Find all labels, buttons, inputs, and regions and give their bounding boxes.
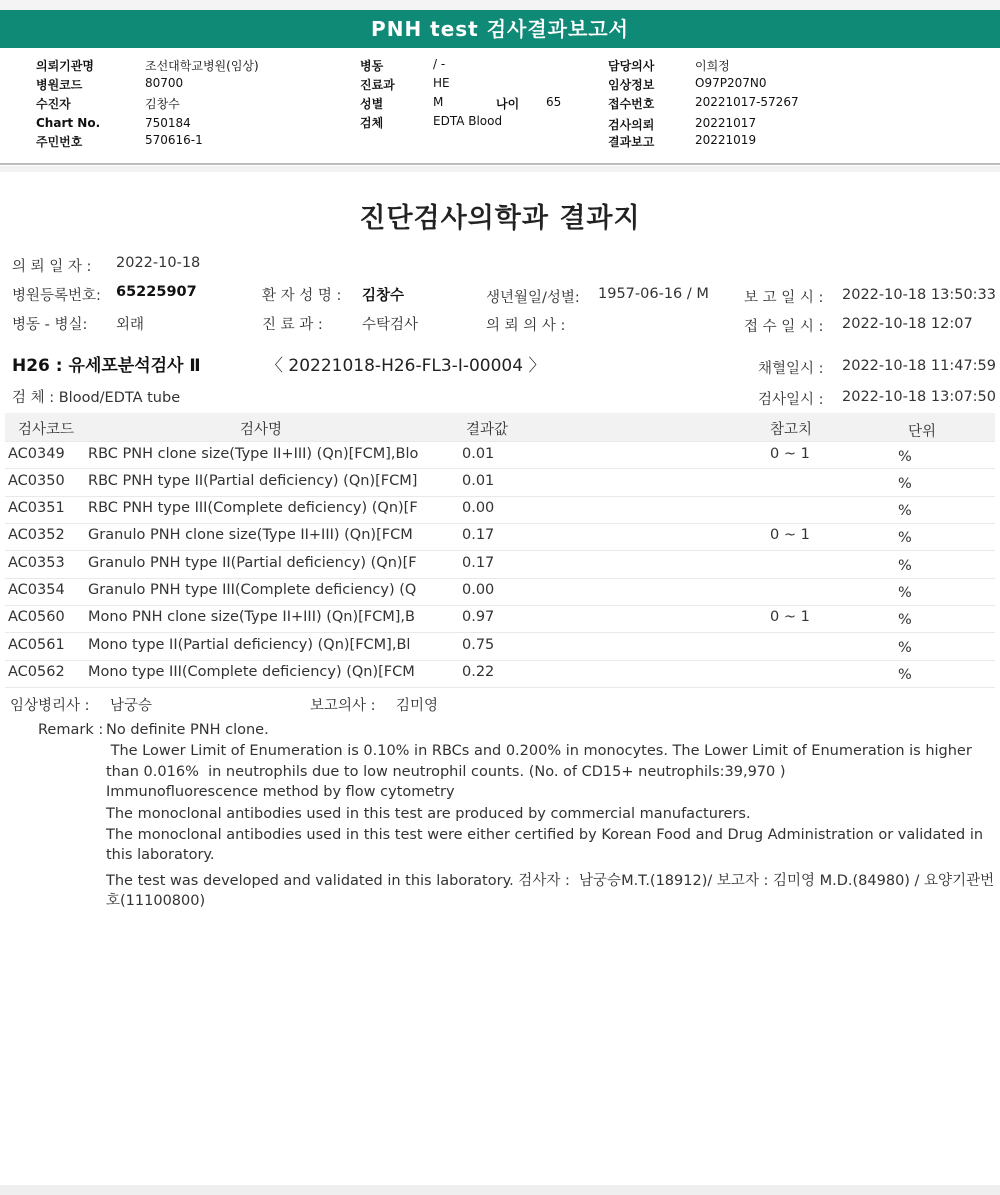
header-value: 이희정 [695, 59, 730, 73]
cell-test-name: Mono type III(Complete deficiency) (Qn)[FCM [88, 664, 415, 680]
reg-no-label: 병원등록번호: [12, 288, 101, 304]
remark-line: The test was developed and validated in this laboratory. 검사자 : 남궁승M.T.(18912)/ 보고자 : 김미영 M.D.(84980) / 요양기관번 [106, 873, 995, 889]
cell-result: 0.01 [462, 446, 495, 462]
cell-unit: % [898, 640, 912, 656]
header-label: 검사의뢰 [608, 118, 655, 132]
dept-value: 수탁검사 [362, 317, 419, 333]
cell-reference: 0 ~ 1 [770, 446, 810, 462]
remark-line: The monoclonal antibodies used in this test are produced by commercial manufacturers. [106, 806, 751, 822]
header-label: 결과보고 [608, 135, 655, 149]
header-value: 570616-1 [145, 133, 203, 147]
receive-time-value: 2022-10-18 12:07 [842, 316, 973, 332]
header-value: 750184 [145, 116, 191, 130]
header-divider [0, 163, 1000, 165]
row-divider [5, 468, 995, 469]
patient-label: 환 자 성 명 : [262, 288, 342, 304]
header-label: 담당의사 [608, 59, 655, 73]
row-divider [5, 687, 995, 688]
cell-test-name: RBC PNH type III(Complete deficiency) (Qn)[F [88, 500, 418, 516]
collect-time-value: 2022-10-18 11:47:59 [842, 358, 996, 374]
cell-result: 0.00 [462, 582, 495, 598]
cell-test-name: Granulo PNH clone size(Type II+III) (Qn)[FCM [88, 527, 413, 543]
row-divider [5, 632, 995, 633]
header-label: 성별 [360, 97, 384, 111]
header-value: O97P207N0 [695, 76, 767, 90]
header-label: 진료과 [360, 78, 395, 92]
doctor-label: 의 뢰 의 사 : [486, 318, 566, 334]
row-divider [5, 660, 995, 661]
remark-line: The monoclonal antibodies used in this test were either certified by Korean Food and Drug Administration or validated in [106, 827, 984, 843]
cell-code: AC0349 [8, 446, 65, 462]
header-label: 의뢰기관명 [36, 59, 94, 73]
cell-unit: % [898, 503, 912, 519]
signing-doctor-label: 보고의사 : [310, 698, 376, 714]
test-code-title: H26 : 유세포분석검사 Ⅱ [12, 356, 201, 376]
specimen: 검 체 : Blood/EDTA tube [12, 390, 181, 406]
birth-value: 1957-06-16 / M [598, 286, 709, 302]
cell-reference: 0 ~ 1 [770, 609, 810, 625]
patient-value: 김창수 [362, 288, 405, 304]
age-value: 65 [546, 95, 562, 109]
col-header-name: 검사명 [240, 422, 283, 438]
cell-result: 0.97 [462, 609, 495, 625]
remark-label: Remark : [38, 722, 104, 738]
cell-unit: % [898, 585, 912, 601]
cell-unit: % [898, 530, 912, 546]
report-time-value: 2022-10-18 13:50:33 [842, 287, 996, 303]
top-shade [0, 0, 1000, 10]
header-label: 주민번호 [36, 135, 83, 149]
cell-result: 0.17 [462, 527, 495, 543]
request-date-value: 2022-10-18 [116, 255, 201, 271]
cell-unit: % [898, 449, 912, 465]
header-label: 수진자 [36, 97, 71, 111]
header-value: / - [433, 57, 446, 71]
tech-label: 임상병리사 : [10, 698, 90, 714]
row-divider [5, 441, 995, 442]
col-header-unit: 단위 [908, 424, 937, 440]
row-divider [5, 550, 995, 551]
cell-unit: % [898, 476, 912, 492]
signing-doctor-value: 김미영 [396, 698, 439, 714]
cell-code: AC0562 [8, 664, 65, 680]
col-header-code: 검사코드 [18, 422, 75, 438]
header-shadow [0, 166, 1000, 172]
cell-code: AC0561 [8, 637, 65, 653]
bottom-strip [0, 1185, 1000, 1195]
tech-value: 남궁승 [110, 698, 153, 714]
header-label: 병원코드 [36, 78, 83, 92]
receive-time-label: 접 수 일 시 : [744, 319, 824, 335]
cell-result: 0.01 [462, 473, 495, 489]
remark-line: No definite PNH clone. [106, 722, 269, 738]
header-value: 김창수 [145, 97, 180, 111]
header-value: EDTA Blood [433, 114, 503, 128]
header-value: HE [433, 76, 450, 90]
cell-test-name: Mono type II(Partial deficiency) (Qn)[FCM],Bl [88, 637, 411, 653]
header-value: 조선대학교병원(임상) [145, 59, 259, 73]
collect-time-label: 채혈일시 : [758, 361, 824, 377]
row-divider [5, 578, 995, 579]
ward-label: 병동 - 병실: [12, 317, 88, 333]
reg-no-value: 65225907 [116, 284, 197, 300]
header-value: 20221019 [695, 133, 757, 147]
cell-result: 0.00 [462, 500, 495, 516]
remark-line: The Lower Limit of Enumeration is 0.10% in RBCs and 0.200% in monocytes. The Lower Limit of Enumeration is higher [106, 743, 972, 759]
row-divider [5, 605, 995, 606]
cell-code: AC0351 [8, 500, 65, 516]
header-value: M [433, 95, 444, 109]
header-value: 20221017 [695, 116, 757, 130]
cell-code: AC0352 [8, 527, 65, 543]
header-label: 접수번호 [608, 97, 655, 111]
test-id: 〈 20221018-H26-FL3-I-00004 〉 [266, 356, 546, 376]
header-label: 병동 [360, 59, 384, 73]
cell-test-name: Granulo PNH type III(Complete deficiency) (Q [88, 582, 417, 598]
cell-test-name: RBC PNH clone size(Type II+III) (Qn)[FCM],Blo [88, 446, 418, 462]
cell-code: AC0354 [8, 582, 65, 598]
cell-unit: % [898, 558, 912, 574]
row-divider [5, 496, 995, 497]
cell-test-name: RBC PNH type II(Partial deficiency) (Qn)[FCM] [88, 473, 418, 489]
remark-line: Immunofluorescence method by flow cytometry [106, 784, 455, 800]
cell-test-name: Mono PNH clone size(Type II+III) (Qn)[FCM],B [88, 609, 415, 625]
exam-time-label: 검사일시 : [758, 392, 824, 408]
report-time-label: 보 고 일 시 : [744, 290, 824, 306]
header-value: 20221017-57267 [695, 95, 799, 109]
report-banner-title: PNH test 검사결과보고서 [0, 10, 1000, 48]
remark-line: this laboratory. [106, 847, 215, 863]
cell-result: 0.22 [462, 664, 495, 680]
cell-unit: % [898, 667, 912, 683]
header-value: 80700 [145, 76, 184, 90]
report-title: 진단검사의학과 결과지 [359, 203, 641, 234]
cell-result: 0.75 [462, 637, 495, 653]
row-divider [5, 523, 995, 524]
remark-line: than 0.016% in neutrophils due to low neutrophil counts. (No. of CD15+ neutrophils:39,970 ) [106, 764, 786, 780]
age-label: 나이 [496, 97, 520, 111]
dept-label: 진 료 과 : [262, 317, 323, 333]
cell-test-name: Granulo PNH type II(Partial deficiency) (Qn)[F [88, 555, 417, 571]
col-header-ref: 참고치 [770, 422, 813, 438]
ward-value: 외래 [116, 317, 145, 333]
remark-line: 호(11100800) [106, 893, 206, 909]
request-date-label: 의 뢰 일 자 : [12, 259, 92, 275]
cell-reference: 0 ~ 1 [770, 527, 810, 543]
exam-time-value: 2022-10-18 13:07:50 [842, 389, 996, 405]
cell-code: AC0353 [8, 555, 65, 571]
header-label: 임상정보 [608, 78, 655, 92]
cell-result: 0.17 [462, 555, 495, 571]
cell-unit: % [898, 612, 912, 628]
header-label: 검체 [360, 116, 384, 130]
cell-code: AC0350 [8, 473, 65, 489]
birth-label: 생년월일/성별: [486, 290, 580, 306]
header-label: Chart No. [36, 116, 101, 130]
cell-code: AC0560 [8, 609, 65, 625]
col-header-result: 결과값 [466, 422, 509, 438]
